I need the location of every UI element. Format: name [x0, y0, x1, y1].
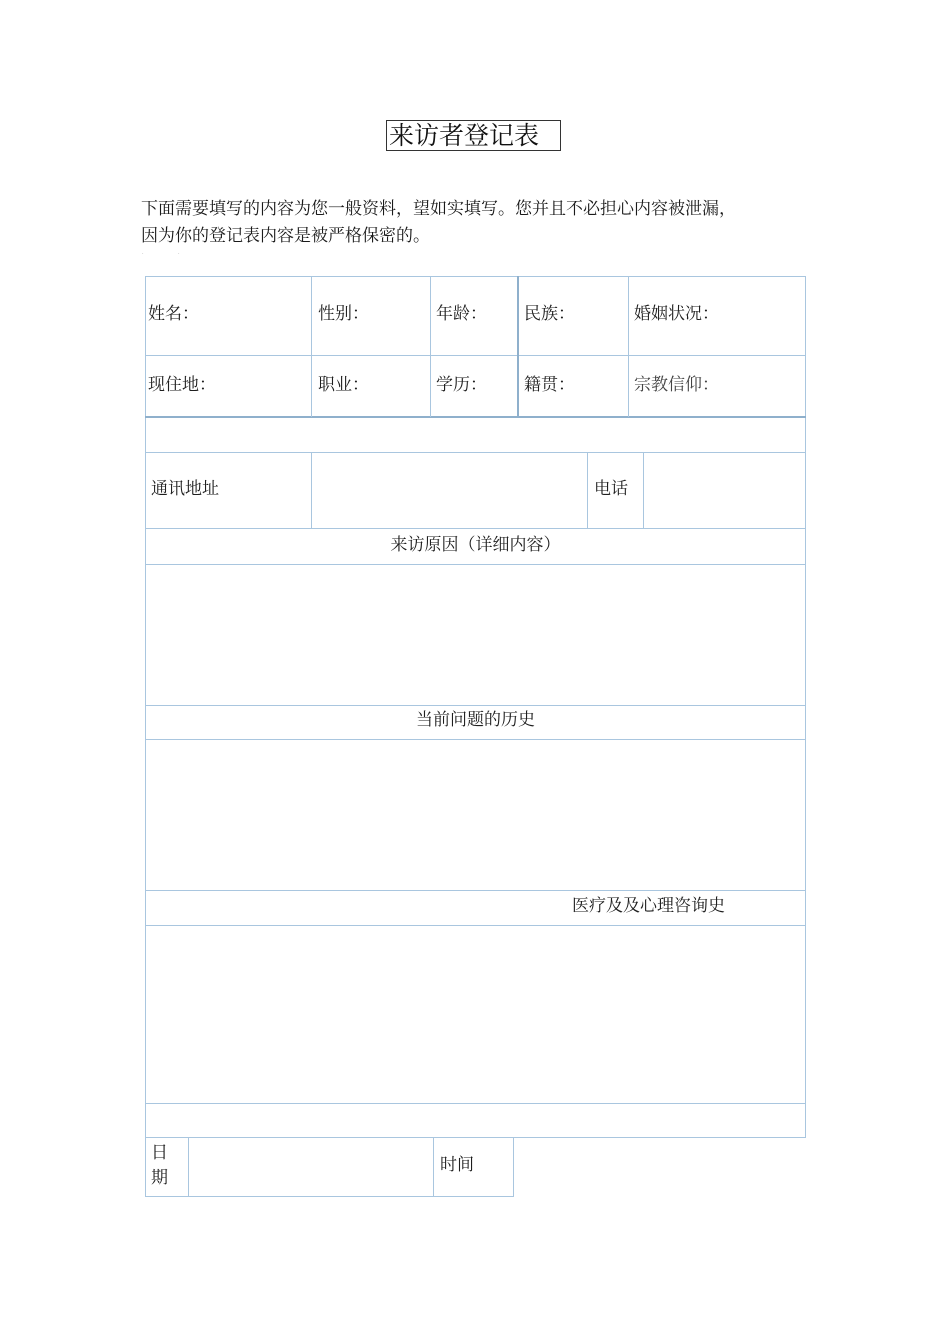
- table-border: [805, 276, 806, 1138]
- gender-label: 性别：: [318, 304, 369, 324]
- religion-label: 宗教信仰：: [634, 375, 719, 395]
- phone-field[interactable]: [644, 453, 805, 528]
- date-label-bottom: 期: [151, 1168, 168, 1188]
- date-field[interactable]: [189, 1138, 433, 1196]
- table-border: [145, 890, 806, 891]
- history-field[interactable]: [146, 740, 805, 890]
- residence-label: 现住地：: [148, 375, 216, 395]
- time-label: 时间: [440, 1155, 474, 1175]
- reason-field[interactable]: [146, 565, 805, 705]
- reason-section-header: 来访原因（详细内容）: [390, 535, 561, 555]
- name-label: 姓名：: [148, 304, 199, 324]
- native-place-label: 籍贯：: [524, 375, 575, 395]
- phone-label: 电话: [594, 479, 628, 499]
- table-border: [517, 276, 519, 417]
- education-label: 学历：: [436, 375, 487, 395]
- intro-text: [141, 196, 821, 250]
- table-border: [145, 276, 806, 277]
- page-title: 来访者登记表: [386, 120, 561, 151]
- table-border: [145, 1196, 514, 1197]
- address-label: 通讯地址: [151, 479, 219, 499]
- table-border: [145, 528, 806, 529]
- medical-section-header: 医疗及及心理咨询史: [572, 896, 725, 916]
- medical-history-field[interactable]: [146, 926, 805, 1103]
- table-border: [430, 276, 431, 417]
- address-field[interactable]: [312, 453, 587, 528]
- occupation-label: 职业：: [318, 375, 369, 395]
- table-border: [587, 452, 588, 529]
- table-border: [433, 1137, 434, 1197]
- scan-mark-icon: ·: [178, 251, 180, 257]
- ethnicity-label: 民族：: [524, 304, 575, 324]
- table-border: [145, 705, 806, 706]
- date-label-top: 日: [151, 1143, 168, 1163]
- table-border: [311, 276, 312, 417]
- history-section-header: 当前问题的历史: [416, 710, 535, 730]
- intro-line-1: 下面需要填写的内容为您一般资料，望如实填写。您并且不必担心内容被泄漏，: [141, 199, 736, 219]
- table-border: [145, 355, 806, 356]
- table-border: [628, 276, 629, 417]
- scan-mark-icon: ·: [142, 251, 144, 257]
- table-border: [513, 1137, 514, 1197]
- marital-status-label: 婚姻状况：: [634, 304, 719, 324]
- table-border: [145, 1103, 806, 1104]
- blank-row[interactable]: [146, 418, 805, 452]
- age-label: 年龄：: [436, 304, 487, 324]
- intro-line-2: 因为你的登记表内容是被严格保密的。: [141, 226, 430, 246]
